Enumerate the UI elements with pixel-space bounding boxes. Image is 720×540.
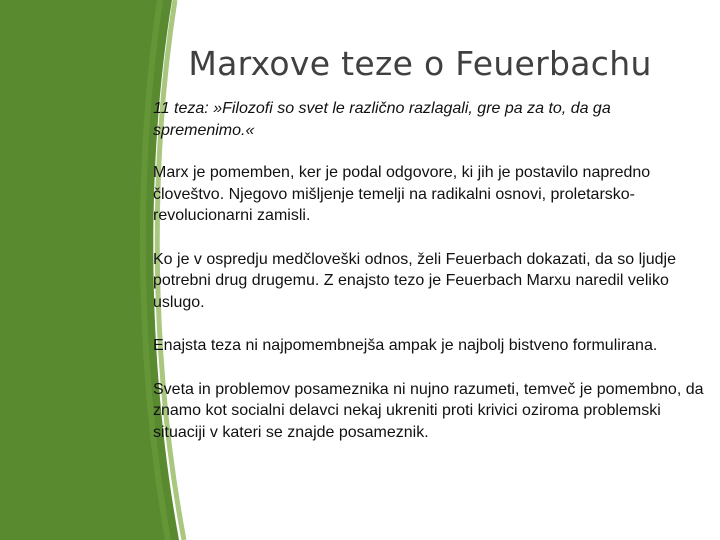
paragraph-marx-importance: Marx je pomemben, ker je podal odgovore, ki jih je postavilo napredno človeštvo. Njegovo mišljenje temelji na radikalni osnovi, proletarsko-revolucionarni zamisli. (153, 164, 651, 224)
paragraph-thesis-quote: 11 teza: »Filozofi so svet le različno razlagali, gre pa za to, da ga spremenimo.« (153, 100, 611, 139)
paragraph-eleventh-thesis: Enajsta teza ni najpomembnejša ampak je najbolj bistveno formulirana. (153, 337, 658, 354)
slide-body (153, 98, 713, 465)
paragraph-social-work: Sveta in problemov posameznika ni nujno razumeti, temveč je pomembno, da znamo kot socialni delavci nekaj ukreniti proti krivici oziroma problemski situaciji v kateri se znajde posameznik. (153, 380, 704, 441)
paragraph-feuerbach-relation: Ko je v ospredju medčloveški odnos, želi Feuerbach dokazati, da so ljudje potrebni drug drugemu. Z enajsto tezo je Feuerbach Marxu naredil veliko uslugo. (153, 250, 676, 311)
slide-title: Marxove teze o Feuerbachu (188, 44, 652, 83)
